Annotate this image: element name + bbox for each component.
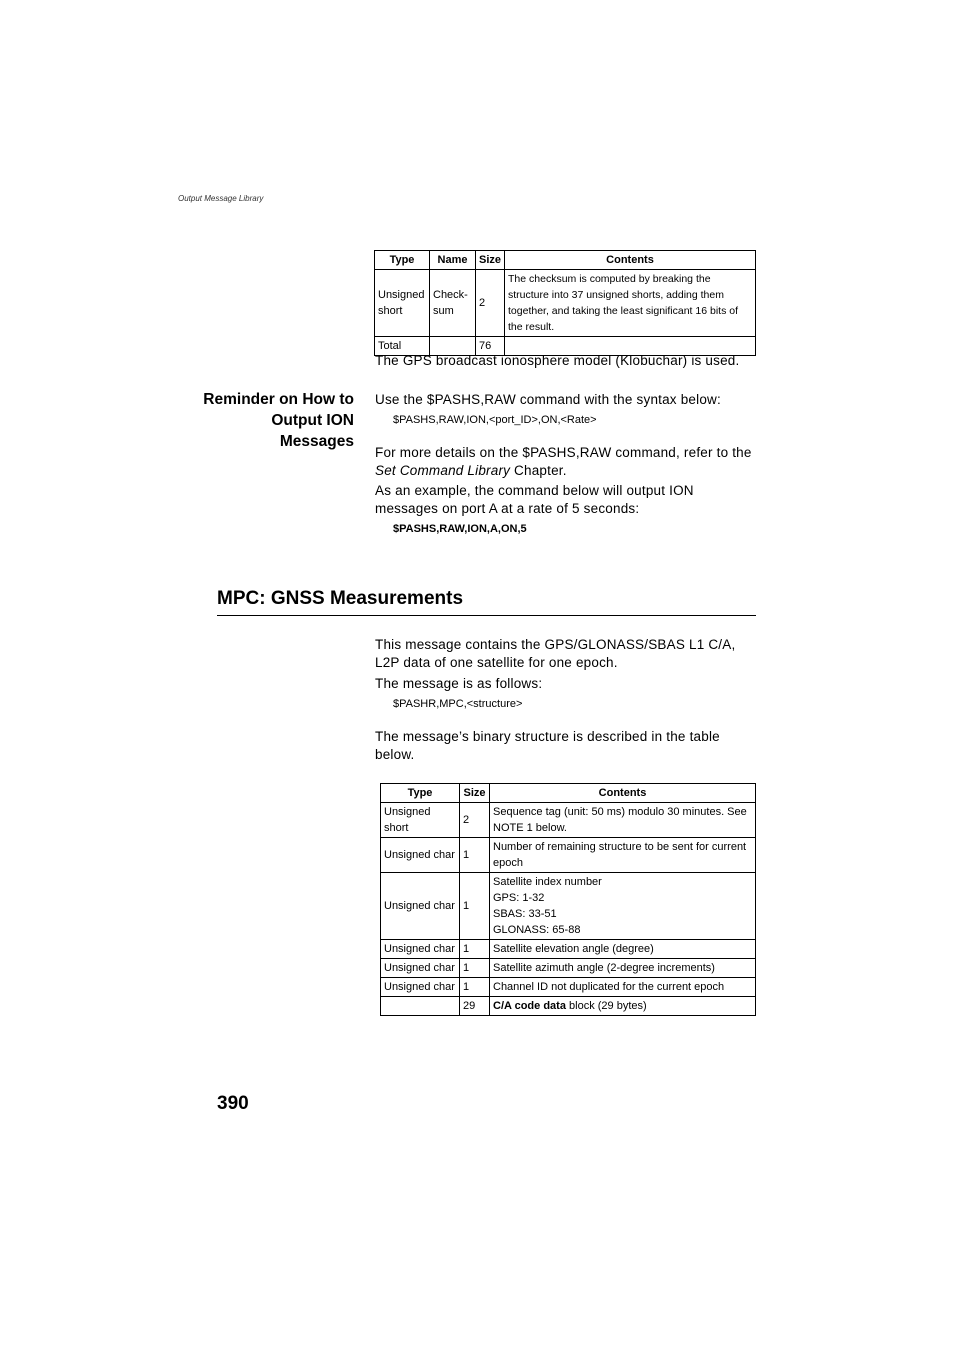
- table-cell: Unsigned short: [375, 270, 430, 337]
- table-cell: Unsigned char: [381, 978, 460, 997]
- column-header: Name: [430, 251, 476, 270]
- cell-line: GLONASS: 65-88: [493, 924, 581, 936]
- table-row: [381, 959, 756, 978]
- column-header: Type: [375, 251, 430, 270]
- table-cell: 1: [460, 959, 490, 978]
- chapter-reference: Set Command Library: [375, 463, 511, 478]
- table-cell: 2: [460, 803, 490, 838]
- table-cell: Unsigned short: [381, 803, 460, 838]
- table-row: [381, 997, 756, 1016]
- table-row: [381, 978, 756, 997]
- table-header-row: [381, 784, 756, 803]
- table-cell: 2: [476, 270, 505, 337]
- command-syntax: $PASHS,RAW,ION,<port_ID>,ON,<Rate>: [393, 414, 597, 426]
- column-header: Size: [460, 784, 490, 803]
- table-cell: Satellite elevation angle (degree): [490, 940, 756, 959]
- command-example: $PASHS,RAW,ION,A,ON,5: [393, 523, 527, 535]
- cell-line: GPS: 1-32: [493, 892, 545, 904]
- running-header: Output Message Library: [178, 194, 264, 203]
- mpc-structure-table: [380, 783, 756, 1016]
- table-cell: Number of remaining structure to be sent for current epoch: [490, 838, 756, 873]
- table-cell: [490, 997, 756, 1016]
- table-row: [375, 270, 756, 337]
- table-cell: Sequence tag (unit: 50 ms) modulo 30 minutes. See NOTE 1 below.: [490, 803, 756, 838]
- table-cell: 1: [460, 978, 490, 997]
- cell-line: SBAS: 33-51: [493, 908, 557, 920]
- message-format: $PASHR,MPC,<structure>: [393, 698, 523, 710]
- table-cell: Unsigned char: [381, 940, 460, 959]
- table-cell: Unsigned char: [381, 873, 460, 940]
- column-header: Contents: [505, 251, 756, 270]
- section-side-heading: Reminder on How to Output ION Messages: [203, 391, 354, 450]
- reminder-paragraph-1: Use the $PASHS,RAW command with the syntax below:: [375, 392, 721, 407]
- table-cell: 1: [460, 873, 490, 940]
- column-header: Contents: [490, 784, 756, 803]
- table-cell: Unsigned char: [381, 959, 460, 978]
- table-cell: Satellite azimuth angle (2-degree increments): [490, 959, 756, 978]
- mpc-paragraph-3: The message’s binary structure is described in the table below.: [375, 729, 720, 762]
- table-cell: [381, 997, 460, 1016]
- table-cell: The checksum is computed by breaking the structure into 37 unsigned shorts, adding them together, and taking the least significant 16 bits of the result.: [505, 270, 756, 337]
- text-run: For more details on the $PASHS,RAW command, refer to the: [375, 445, 752, 460]
- table-cell: 76: [476, 337, 505, 356]
- bold-term: C/A code data: [493, 1000, 566, 1012]
- reminder-paragraph-3: As an example, the command below will output ION messages on port A at a rate of 5 seconds:: [375, 483, 694, 516]
- table-row: [381, 873, 756, 940]
- table-row: [381, 940, 756, 959]
- table-cell: 1: [460, 940, 490, 959]
- page-number: 390: [217, 1093, 249, 1114]
- table-row: [381, 803, 756, 838]
- cell-line: Satellite index number: [493, 876, 602, 888]
- column-header: Size: [476, 251, 505, 270]
- table-cell: Channel ID not duplicated for the current epoch: [490, 978, 756, 997]
- table-cell: Unsigned char: [381, 838, 460, 873]
- section-title: MPC: GNSS Measurements: [217, 588, 756, 616]
- column-header: Type: [381, 784, 460, 803]
- table-cell: [490, 873, 756, 940]
- mpc-paragraph-1: This message contains the GPS/GLONASS/SBAS L1 C/A, L2P data of one satellite for one epoch.: [375, 637, 736, 670]
- table-cell: Total: [375, 337, 430, 356]
- table-header-row: [375, 251, 756, 270]
- reminder-paragraph-2: [375, 444, 760, 480]
- checksum-table: [374, 250, 756, 356]
- table-cell: Check-sum: [430, 270, 476, 337]
- text-run: Chapter.: [510, 463, 567, 478]
- ion-model-note: The GPS broadcast ionosphere model (Klobuchar) is used.: [375, 353, 740, 368]
- table-cell: 29: [460, 997, 490, 1016]
- table-row: [381, 838, 756, 873]
- mpc-paragraph-2: The message is as follows:: [375, 676, 543, 691]
- text-run: block (29 bytes): [565, 1000, 647, 1012]
- table-cell: 1: [460, 838, 490, 873]
